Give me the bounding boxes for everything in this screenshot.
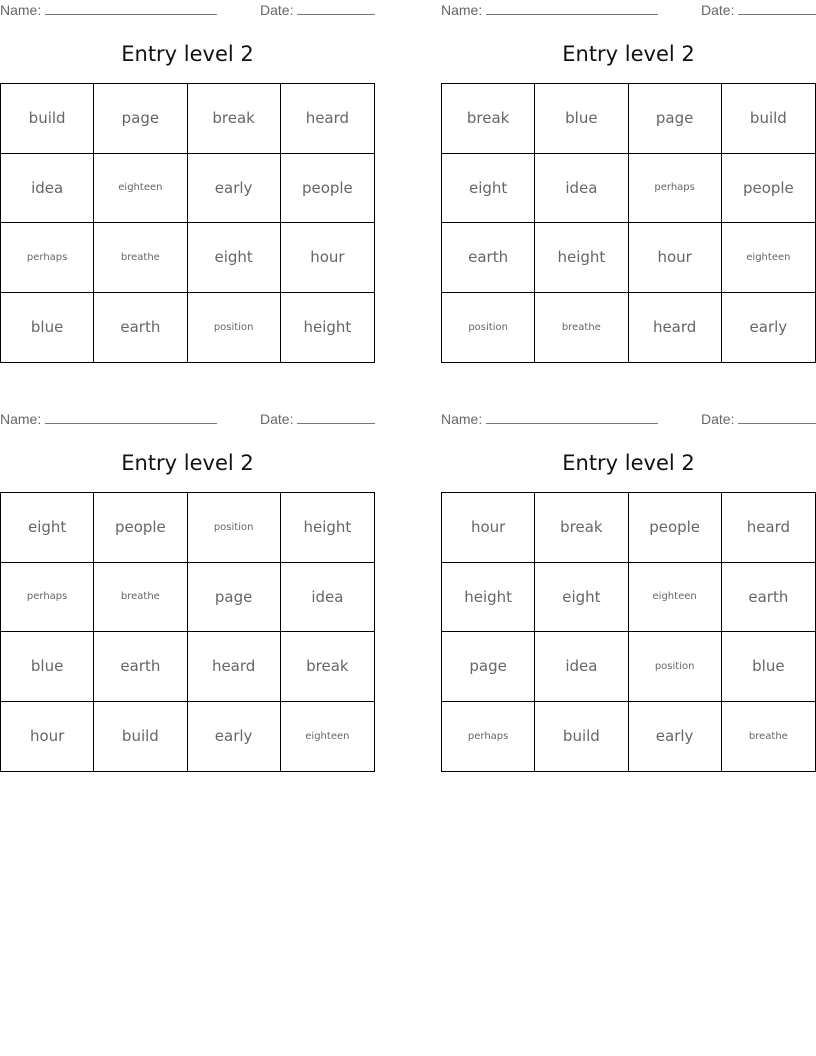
grid-cell: earth: [722, 563, 815, 633]
grid-cell: blue: [722, 632, 815, 702]
name-field[interactable]: [441, 411, 658, 427]
bingo-grid: [441, 83, 816, 363]
grid-cell: idea: [281, 563, 374, 633]
bingo-grid: [441, 492, 816, 772]
grid-cell: blue: [1, 632, 94, 702]
card-header: [441, 409, 816, 429]
grid-cell: eighteen: [629, 563, 722, 633]
grid-cell: breathe: [94, 563, 187, 633]
date-label: Date:: [260, 2, 294, 18]
grid-cell: build: [722, 84, 815, 154]
grid-cell: break: [442, 84, 535, 154]
date-field[interactable]: [260, 411, 375, 427]
date-blank-line[interactable]: [297, 2, 375, 15]
bingo-grid: [0, 492, 375, 772]
name-blank-line[interactable]: [45, 2, 217, 15]
grid-cell: position: [188, 293, 281, 363]
grid-cell: early: [629, 702, 722, 772]
name-field[interactable]: [441, 2, 658, 18]
grid-cell: height: [303, 318, 352, 337]
grid-cell: hour: [442, 493, 535, 563]
name-blank-line[interactable]: [486, 411, 658, 424]
grid-cell: break: [281, 632, 374, 702]
date-label: Date:: [701, 411, 735, 427]
date-blank-line[interactable]: [738, 411, 816, 424]
card-header: [0, 0, 375, 20]
grid-cell: heard: [629, 293, 722, 363]
grid-cell: perhaps: [1, 223, 94, 293]
name-blank-line[interactable]: [486, 2, 658, 15]
name-label: Name:: [441, 411, 483, 427]
card-title: Entry level 2: [562, 42, 695, 66]
card-header: [0, 409, 375, 429]
grid-cell: break: [188, 84, 281, 154]
grid-cell: early: [188, 154, 281, 224]
grid-cell: eighteen: [94, 154, 187, 224]
grid-cell: hour: [1, 702, 94, 772]
grid-cell: eight: [442, 154, 535, 224]
grid-cell: build: [535, 702, 628, 772]
grid-cell: people: [94, 493, 187, 563]
card-title: Entry level 2: [121, 451, 254, 475]
grid-cell: eight: [1, 493, 94, 563]
card-title: Entry level 2: [562, 451, 695, 475]
bingo-grid: [0, 83, 375, 363]
grid-cell: eighteen: [305, 730, 350, 742]
grid-cell: breathe: [94, 223, 187, 293]
date-field[interactable]: [701, 411, 816, 427]
name-label: Name:: [441, 2, 483, 18]
grid-cell: height: [535, 223, 628, 293]
date-field[interactable]: [260, 2, 375, 18]
grid-cell: blue: [535, 84, 628, 154]
grid-cell: idea: [1, 154, 94, 224]
grid-cell: early: [188, 702, 281, 772]
grid-cell: break: [535, 493, 628, 563]
grid-cell: page: [442, 632, 535, 702]
card-title: Entry level 2: [121, 42, 254, 66]
grid-cell: people: [629, 493, 722, 563]
grid-cell: eighteen: [722, 223, 815, 293]
grid-cell: hour: [281, 223, 374, 293]
grid-cell: breathe: [535, 293, 628, 363]
grid-cell: hour: [629, 223, 722, 293]
name-label: Name:: [0, 411, 42, 427]
grid-cell: earth: [94, 293, 187, 363]
grid-cell: earth: [94, 632, 187, 702]
grid-cell: page: [188, 563, 281, 633]
date-label: Date:: [701, 2, 735, 18]
date-blank-line[interactable]: [297, 411, 375, 424]
grid-cell: idea: [535, 154, 628, 224]
grid-cell: perhaps: [629, 154, 722, 224]
grid-cell: eight: [535, 563, 628, 633]
grid-cell: perhaps: [1, 563, 94, 633]
grid-cell: eight: [188, 223, 281, 293]
grid-cell: position: [442, 293, 535, 363]
grid-cell: height: [281, 493, 374, 563]
grid-cell: height: [442, 563, 535, 633]
name-field[interactable]: [0, 2, 217, 18]
date-field[interactable]: [701, 2, 816, 18]
grid-cell: heard: [281, 84, 374, 154]
grid-cell: people: [281, 154, 374, 224]
grid-cell: perhaps: [442, 702, 535, 772]
grid-cell: heard: [188, 632, 281, 702]
date-blank-line[interactable]: [738, 2, 816, 15]
grid-cell: page: [94, 84, 187, 154]
card-header: [441, 0, 816, 20]
grid-cell: people: [722, 154, 815, 224]
grid-cell: build: [1, 84, 94, 154]
grid-cell: blue: [1, 293, 94, 363]
grid-cell: idea: [535, 632, 628, 702]
grid-cell: early: [749, 318, 788, 337]
grid-cell: build: [94, 702, 187, 772]
name-blank-line[interactable]: [45, 411, 217, 424]
grid-cell: position: [188, 493, 281, 563]
grid-cell: earth: [442, 223, 535, 293]
grid-cell: breathe: [748, 730, 788, 742]
grid-cell: position: [629, 632, 722, 702]
grid-cell: heard: [722, 493, 815, 563]
name-label: Name:: [0, 2, 42, 18]
name-field[interactable]: [0, 411, 217, 427]
grid-cell: page: [629, 84, 722, 154]
date-label: Date:: [260, 411, 294, 427]
